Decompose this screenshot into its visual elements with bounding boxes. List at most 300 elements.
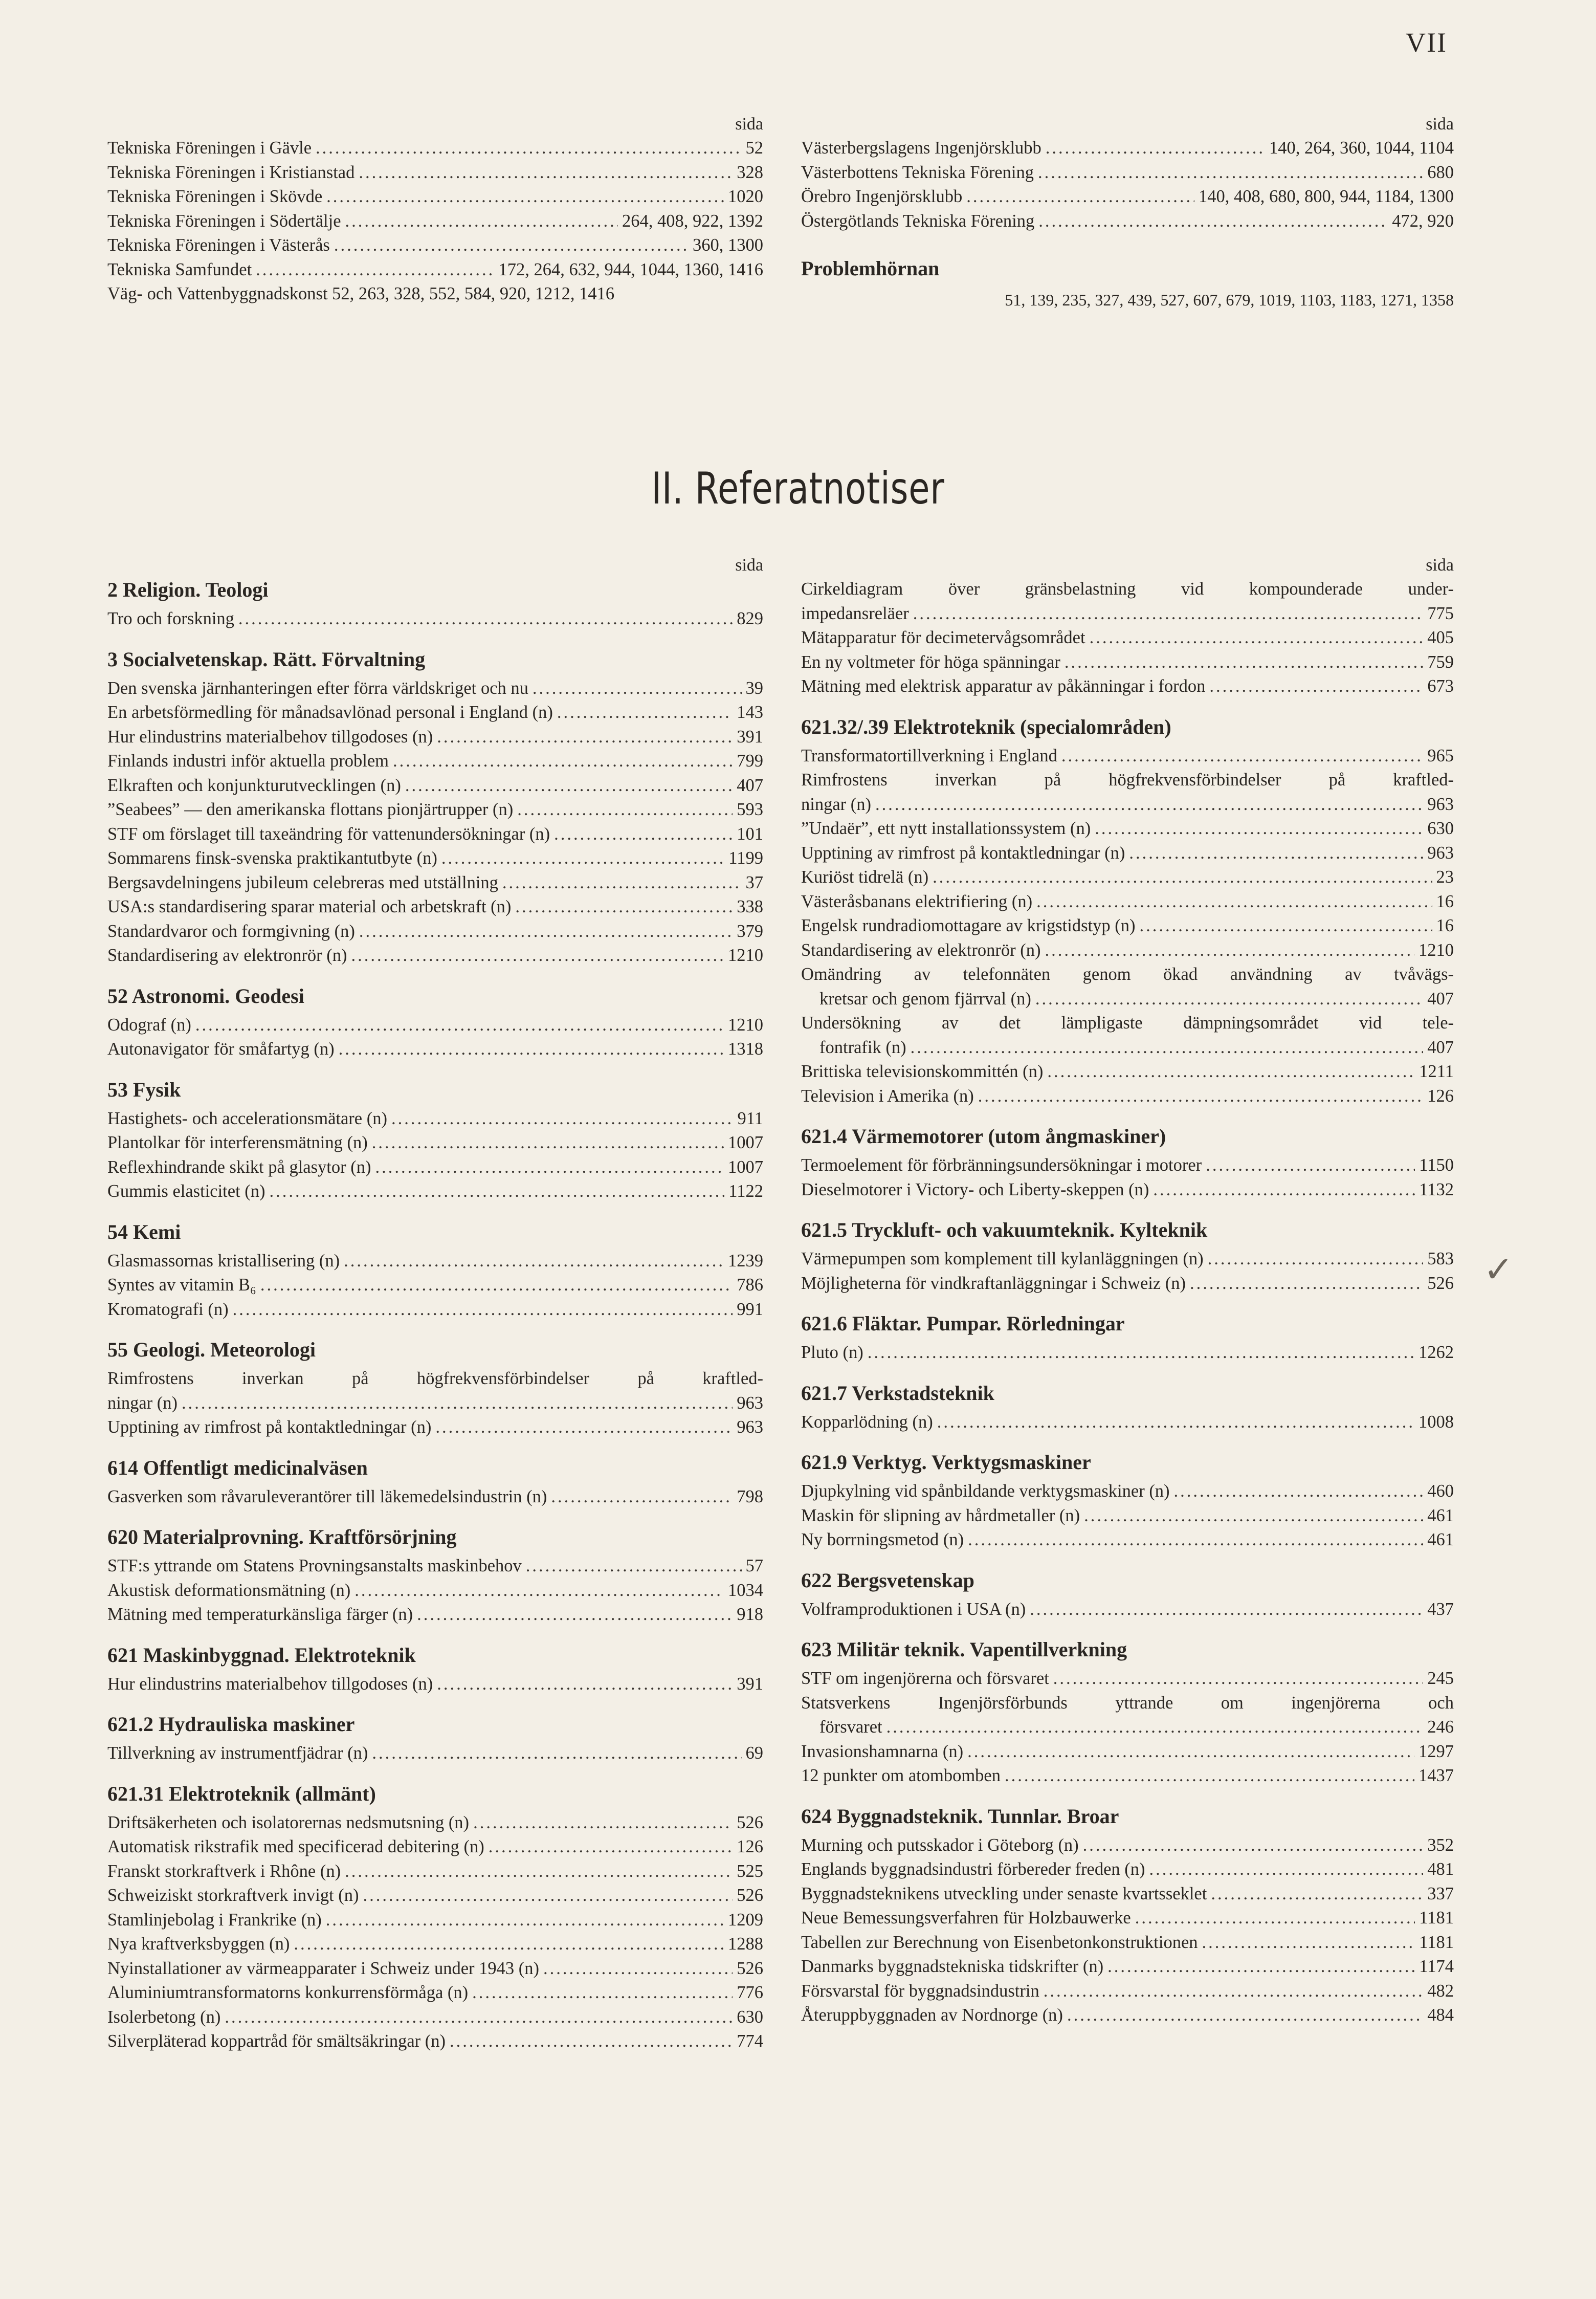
dot-leader	[1053, 1667, 1423, 1691]
page-ref: 52	[745, 138, 763, 158]
top-right-column	[801, 113, 1454, 312]
section-heading: 621.7 Verkstadsteknik	[801, 1381, 994, 1405]
page-ref: 786	[737, 1275, 763, 1295]
page-ref: 69	[745, 1743, 763, 1763]
index-entry	[801, 744, 1454, 769]
entry-title: Örebro Ingenjörsklubb	[801, 187, 963, 206]
entry-title: Reflexhindrande skikt på glasytor (n)	[107, 1157, 371, 1177]
index-entry	[107, 871, 763, 895]
index-entry	[107, 161, 763, 185]
page-ref: 1174	[1419, 1957, 1454, 1976]
page-ref: 143	[737, 703, 763, 722]
dot-leader	[391, 1107, 734, 1131]
dot-leader	[417, 1603, 733, 1627]
page-ref: 1181	[1419, 1908, 1454, 1928]
entry-title: Tro och forskning	[107, 609, 234, 628]
page-ref: 472, 920	[1392, 211, 1454, 231]
page-ref: 407	[737, 775, 763, 795]
index-entry	[801, 1479, 1454, 1504]
page-ref: 352	[1427, 1835, 1454, 1855]
dot-leader	[256, 258, 494, 282]
index-entry	[107, 2005, 763, 2030]
index-entry	[107, 895, 763, 919]
entry-title: Möjligheterna för vindkraftanläggningar i Schweiz (n)	[801, 1273, 1186, 1293]
entry-title: Glasmassornas kristallisering (n)	[107, 1251, 340, 1271]
dot-leader	[1174, 1479, 1424, 1504]
index-entry	[107, 1884, 763, 1908]
index-entry	[107, 1741, 763, 1766]
entry-title: ”Undaër”, ett nytt installationssystem (n)	[801, 819, 1091, 838]
page-ref: 172, 264, 632, 944, 1044, 1360, 1416	[498, 259, 763, 279]
entry-title: Västerbottens Tekniska Förening	[801, 162, 1034, 182]
dot-leader	[326, 1908, 724, 1933]
page-ref: 525	[737, 1861, 763, 1881]
index-entry	[107, 1485, 763, 1509]
dot-leader	[875, 793, 1423, 817]
dot-leader	[1038, 209, 1388, 234]
dot-leader	[1067, 2003, 1423, 2028]
dot-leader	[1084, 1504, 1423, 1528]
page-ref: 16	[1436, 891, 1454, 911]
index-entry	[107, 1037, 763, 1062]
section-heading: 622 Bergsvetenskap	[801, 1568, 974, 1592]
sida-label: sida	[735, 115, 763, 134]
entry-title: Franskt storkraftverk i Rhône (n)	[107, 1861, 341, 1881]
entry-title: Tabellen zur Berechnung von Eisenbetonkonstruktionen	[801, 1932, 1198, 1952]
dot-leader	[359, 161, 733, 185]
dot-leader	[372, 1741, 741, 1766]
entry-title: Danmarks byggnadstekniska tidskrifter (n)	[801, 1957, 1104, 1976]
entry-title: Termoelement för förbränningsundersökningar i motorer	[801, 1155, 1202, 1175]
page-ref: 338	[737, 897, 763, 916]
section-heading: 54 Kemi	[107, 1220, 181, 1243]
entry-title: ningar (n)	[801, 794, 871, 814]
index-entry	[801, 209, 1454, 234]
entry-title: kretsar och genom fjärrval (n)	[819, 989, 1031, 1009]
index-entry	[801, 650, 1454, 675]
section-title: II. Referatnotiser	[651, 463, 945, 514]
index-entry	[107, 1013, 763, 1038]
entry-title: Västeråsbanans elektrifiering (n)	[801, 891, 1033, 911]
index-entry	[801, 136, 1454, 161]
dot-leader	[225, 2005, 733, 2030]
dot-leader	[1208, 1247, 1424, 1272]
dot-leader	[911, 1036, 1424, 1060]
entry-line: Undersökning av det lämpligaste dämpningsområdet vid tele-	[801, 1013, 1454, 1033]
page-ref: 775	[1427, 603, 1454, 623]
dot-leader	[978, 1084, 1424, 1109]
section-heading: 621.2 Hydrauliska maskiner	[107, 1713, 355, 1736]
page-ref: 759	[1427, 652, 1454, 672]
page-ref: 245	[1427, 1669, 1454, 1688]
page-ref: 798	[737, 1486, 763, 1506]
index-entry	[107, 136, 763, 161]
dot-leader	[933, 865, 1432, 890]
entry-title: Elkraften och konjunkturutvecklingen (n)	[107, 775, 401, 795]
entry-title: Finlands industri inför aktuella problem	[107, 751, 389, 771]
main-right-column	[801, 554, 1454, 2028]
main-left-column	[107, 554, 763, 2054]
index-entry	[107, 1391, 763, 1416]
section-heading: 52 Astronomi. Geodesi	[107, 984, 304, 1008]
entry-title: Transformatortillverkning i England	[801, 746, 1057, 765]
index-entry	[801, 1178, 1454, 1202]
page-ref: 37	[745, 872, 763, 892]
page-ref: 680	[1427, 162, 1454, 182]
entry-title: Odograf (n)	[107, 1015, 191, 1035]
entry-title: Ny borrningsmetod (n)	[801, 1530, 964, 1549]
dot-leader	[913, 602, 1424, 626]
entry-title: Bergsavdelningens jubileum celebreras med utställning	[107, 872, 498, 892]
index-entry	[107, 1107, 763, 1131]
entry-title: Murning och putsskador i Göteborg (n)	[801, 1835, 1079, 1855]
entry-line: Cirkeldiagram över gränsbelastning vid kompounderade under-	[801, 579, 1454, 599]
index-entry	[801, 161, 1454, 185]
page-ref: 1210	[728, 1015, 763, 1035]
page-ref: 1239	[728, 1251, 763, 1271]
page-ref: 484	[1427, 2005, 1454, 2025]
entry-title: En ny voltmeter för höga spänningar	[801, 652, 1060, 672]
dot-leader	[1129, 841, 1423, 866]
dot-leader	[270, 1179, 725, 1204]
dot-leader	[359, 919, 733, 944]
entry-title: Schweiziskt storkraftverk invigt (n)	[107, 1886, 359, 1905]
entry-title: Västerbergslagens Ingenjörsklubb	[801, 138, 1041, 158]
entry-title: Mätning med temperaturkänsliga färger (n)	[107, 1605, 413, 1624]
entry-title: Tekniska Föreningen i Västerås	[107, 235, 330, 255]
page-ref: 526	[737, 1958, 763, 1978]
section-heading: 621.32/.39 Elektroteknik (specialområden)	[801, 715, 1171, 738]
index-entry	[107, 1415, 763, 1440]
index-entry	[107, 2029, 763, 2054]
page-ref: 101	[737, 824, 763, 844]
index-entry	[107, 607, 763, 631]
page-ref: 991	[737, 1299, 763, 1319]
page-ref: 360, 1300	[693, 235, 763, 255]
index-entry	[801, 1906, 1454, 1931]
section-heading: 53 Fysik	[107, 1078, 181, 1101]
page-ref: 16	[1436, 916, 1454, 935]
entry-line: Rimfrostens inverkan på högfrekvensförbindelser på kraftled-	[801, 770, 1454, 790]
page-ref: 126	[737, 1837, 763, 1856]
dot-leader	[473, 1811, 733, 1835]
index-entry	[107, 185, 763, 209]
dot-leader	[345, 209, 618, 234]
entry-title: Kromatografi (n)	[107, 1299, 229, 1319]
entry-title: En arbetsförmedling för månadsavlönad personal i England (n)	[107, 703, 553, 722]
dot-leader	[182, 1391, 733, 1416]
entry-title: Östergötlands Tekniska Förening	[801, 211, 1035, 231]
index-entry	[107, 749, 763, 774]
page-number: VII	[1406, 27, 1447, 58]
top-left-column	[107, 113, 763, 306]
page-ref: 1318	[728, 1039, 763, 1059]
page-ref: 829	[737, 609, 763, 628]
entry-title: Tekniska Föreningen i Kristianstad	[107, 162, 355, 182]
dot-leader	[868, 1341, 1414, 1365]
index-entry	[107, 774, 763, 798]
page-ref: 963	[737, 1417, 763, 1437]
entry-title: Tillverkning av instrumentfjädrar (n)	[107, 1743, 368, 1763]
page-ref: 391	[737, 727, 763, 747]
section-heading: 55 Geologi. Meteorologi	[107, 1338, 316, 1361]
page-ref: 481	[1427, 1859, 1454, 1879]
page-ref: 437	[1427, 1599, 1454, 1619]
entry-title: Djupkylning vid spånbildande verktygsmaskiner (n)	[801, 1481, 1170, 1501]
dot-leader	[1061, 744, 1423, 769]
page-ref: 1007	[728, 1133, 763, 1152]
entry-title: Driftsäkerheten och isolatorernas nedsmutsning (n)	[107, 1812, 470, 1832]
page-ref: 1007	[728, 1157, 763, 1177]
dot-leader	[1206, 1153, 1415, 1178]
page-ref: 526	[1427, 1273, 1454, 1293]
index-entry	[801, 1597, 1454, 1622]
index-entry	[801, 1931, 1454, 1955]
problem-body: 51, 139, 235, 327, 439, 527, 607, 679, 1019, 1103, 1183, 1271, 1358	[1005, 291, 1454, 309]
entry-title: Den svenska järnhanteringen efter förra världskriget och nu	[107, 678, 528, 698]
entry-title: Upptining av rimfrost på kontaktledningar (n)	[107, 1417, 432, 1437]
entry-title: Syntes av vitamin B₆	[107, 1275, 256, 1295]
section-heading: 621.6 Fläktar. Pumpar. Rörledningar	[801, 1312, 1125, 1335]
dot-leader	[543, 1957, 733, 1981]
page-ref: 1132	[1419, 1179, 1454, 1199]
page-ref: 1288	[728, 1934, 763, 1954]
page-ref: 140, 408, 680, 800, 944, 1184, 1300	[1199, 187, 1454, 206]
dot-leader	[316, 136, 741, 161]
entry-title: impedansreläer	[801, 603, 909, 623]
index-entry	[801, 1882, 1454, 1907]
page-ref: 1262	[1418, 1343, 1454, 1362]
entry-title: Gummis elasticitet (n)	[107, 1181, 265, 1201]
index-entry	[107, 1957, 763, 1981]
index-entry	[801, 914, 1454, 938]
dot-leader	[1030, 1597, 1423, 1622]
index-entry	[107, 233, 763, 258]
entry-title: ningar (n)	[107, 1393, 178, 1413]
dot-leader	[437, 1672, 733, 1697]
index-entry	[801, 1740, 1454, 1764]
dot-leader	[1139, 914, 1432, 938]
entry-title: Pluto (n)	[801, 1343, 863, 1362]
dot-leader	[968, 1528, 1423, 1552]
page-ref: 963	[737, 1393, 763, 1413]
entry-title: Nyinstallationer av värmeapparater i Schweiz under 1943 (n)	[107, 1958, 539, 1978]
index-entry	[107, 1273, 763, 1298]
index-entry	[801, 1715, 1454, 1740]
index-entry	[107, 1249, 763, 1274]
entry-title: Tekniska Samfundet	[107, 259, 252, 279]
index-entry	[107, 1298, 763, 1322]
index-entry	[107, 725, 763, 750]
page-ref: 1209	[728, 1910, 763, 1930]
entry-title: ”Seabees” — den amerikanska flottans pionjärtrupper (n)	[107, 800, 514, 819]
index-entry	[107, 1603, 763, 1627]
page-ref: 630	[737, 2007, 763, 2027]
entry-line: Väg- och Vattenbyggnadskonst 52, 263, 328, 552, 584, 920, 1212, 1416	[107, 284, 615, 303]
page-ref: 526	[737, 1886, 763, 1905]
index-entry	[801, 1857, 1454, 1882]
dot-leader	[372, 1131, 724, 1155]
index-entry	[801, 1084, 1454, 1109]
index-entry	[801, 793, 1454, 817]
dot-leader	[238, 607, 733, 631]
dot-leader	[363, 1884, 733, 1908]
page-ref: 328	[737, 162, 763, 182]
entry-title: Upptining av rimfrost på kontaktledningar (n)	[801, 843, 1125, 863]
sida-label: sida	[735, 556, 763, 575]
index-entry	[801, 841, 1454, 866]
page-ref: 630	[1427, 819, 1454, 838]
entry-title: Nya kraftverksbyggen (n)	[107, 1934, 290, 1954]
dot-leader	[1083, 1833, 1424, 1858]
entry-title: STF om ingenjörerna och försvaret	[801, 1669, 1049, 1688]
index-entry	[107, 1908, 763, 1933]
entry-title: Hastighets- och accelerationsmätare (n)	[107, 1108, 387, 1128]
entry-title: försvaret	[819, 1717, 882, 1737]
entry-title: Isolerbetong (n)	[107, 2007, 221, 2027]
entry-title: STF om förslaget till taxeändring för vattenundersökningar (n)	[107, 824, 550, 844]
dot-leader	[351, 944, 724, 968]
page-ref: 963	[1427, 794, 1454, 814]
index-entry	[801, 1060, 1454, 1084]
page-ref: 246	[1427, 1717, 1454, 1737]
top-left-entries	[107, 136, 763, 306]
entry-title: USA:s standardisering sparar material och arbetskraft (n)	[107, 897, 512, 916]
page-ref: 1210	[1418, 940, 1454, 960]
index-entry	[801, 1036, 1454, 1060]
index-entry	[801, 1955, 1454, 1979]
dot-leader	[339, 1037, 724, 1062]
page-ref: 918	[737, 1605, 763, 1624]
page-ref: 1020	[728, 187, 763, 206]
entry-title: Akustisk deformationsmätning (n)	[107, 1580, 351, 1600]
index-entry	[801, 1341, 1454, 1365]
dot-leader	[1211, 1882, 1423, 1907]
index-entry	[107, 944, 763, 968]
index-entry	[801, 626, 1454, 650]
section-heading: 614 Offentligt medicinalväsen	[107, 1456, 368, 1479]
entry-title: Mätapparatur för decimetervågsområdet	[801, 628, 1085, 647]
index-entry	[107, 1579, 763, 1603]
dot-leader	[1202, 1931, 1415, 1955]
index-entry	[801, 1528, 1454, 1552]
entry-title: Aluminiumtransformatorns konkurrensförmåga (n)	[107, 1983, 469, 2002]
page-ref: 1008	[1418, 1412, 1454, 1432]
page-ref: 407	[1427, 1037, 1454, 1057]
page-ref: 673	[1427, 676, 1454, 696]
section-heading: 621.9 Verktyg. Verktygsmaskiner	[801, 1451, 1091, 1474]
page-ref: 39	[745, 678, 763, 698]
section-heading: 624 Byggnadsteknik. Tunnlar. Broar	[801, 1804, 1119, 1828]
index-entry	[107, 798, 763, 822]
dot-leader	[1046, 136, 1265, 161]
dot-leader	[1090, 626, 1424, 650]
index-entry	[801, 1764, 1454, 1788]
entry-title: Tekniska Föreningen i Södertälje	[107, 211, 341, 231]
index-entry	[107, 1155, 763, 1180]
index-entry	[801, 1667, 1454, 1691]
index-entry	[107, 676, 763, 701]
page-ref: 1199	[728, 848, 763, 868]
dot-leader	[441, 846, 724, 871]
section-heading: 623 Militär teknik. Vapentillverkning	[801, 1638, 1127, 1661]
section-heading: 620 Materialprovning. Kraftförsörjning	[107, 1525, 457, 1548]
section-heading: 621.31 Elektroteknik (allmänt)	[107, 1782, 376, 1805]
index-entry	[801, 1272, 1454, 1296]
dot-leader	[1135, 1906, 1415, 1931]
page-ref: 593	[737, 800, 763, 819]
entry-title: Automatisk rikstrafik med specificerad debitering (n)	[107, 1837, 484, 1856]
entry-title: STF:s yttrande om Statens Provningsanstalts maskinbehov	[107, 1556, 522, 1575]
entry-title: Byggnadsteknikens utveckling under senaste kvartsseklet	[801, 1884, 1207, 1903]
dot-leader	[526, 1554, 742, 1579]
index-entry	[801, 2003, 1454, 2028]
dot-leader	[260, 1273, 733, 1298]
index-entry	[801, 890, 1454, 914]
section-heading: 621 Maskinbyggnad. Elektroteknik	[107, 1643, 416, 1667]
index-entry	[107, 846, 763, 871]
page-ref: 379	[737, 921, 763, 941]
page-ref: 391	[737, 1674, 763, 1694]
dot-leader	[354, 1579, 724, 1603]
dot-leader	[1149, 1857, 1424, 1882]
section-heading: 2 Religion. Teologi	[107, 578, 269, 601]
entry-title: Standardisering av elektronrör (n)	[107, 946, 347, 965]
page-ref: 337	[1427, 1884, 1454, 1903]
page-ref: 1122	[728, 1181, 763, 1201]
pencil-mark: ✓	[1483, 1251, 1514, 1290]
dot-leader	[554, 822, 733, 847]
page-ref: 963	[1427, 843, 1454, 863]
dot-leader	[1065, 650, 1423, 675]
entry-title: Brittiska televisionskommittén (n)	[801, 1062, 1044, 1081]
dot-leader	[435, 1415, 733, 1440]
page-ref: 482	[1427, 1981, 1454, 2001]
index-entry	[801, 1247, 1454, 1272]
index-entry	[801, 1833, 1454, 1858]
dot-leader	[557, 700, 733, 725]
page-ref: 461	[1427, 1505, 1454, 1525]
dot-leader	[937, 1410, 1414, 1435]
entry-title: Maskin för slipning av hårdmetaller (n)	[801, 1505, 1080, 1525]
page-ref: 1150	[1419, 1155, 1454, 1175]
entry-title: Återuppbyggnaden av Nordnorge (n)	[801, 2005, 1063, 2025]
dot-leader	[1044, 1979, 1424, 2004]
entry-title: Värmepumpen som komplement till kylanläggningen (n)	[801, 1249, 1204, 1268]
entry-title: Volframproduktionen i USA (n)	[801, 1599, 1026, 1619]
dot-leader	[966, 185, 1194, 209]
index-entry	[107, 1179, 763, 1204]
section-heading: 621.4 Värmemotorer (utom ångmaskiner)	[801, 1125, 1166, 1148]
index-entry	[107, 1932, 763, 1957]
index-entry	[107, 822, 763, 847]
page-ref: 126	[1427, 1086, 1454, 1106]
index-entry	[107, 919, 763, 944]
dot-leader	[551, 1485, 733, 1509]
index-entry	[801, 602, 1454, 626]
index-entry	[107, 1859, 763, 1884]
sida-label: sida	[1426, 115, 1454, 134]
index-entry	[107, 1672, 763, 1697]
dot-leader	[886, 1715, 1424, 1740]
dot-leader	[195, 1013, 724, 1038]
entry-title: Hur elindustrins materialbehov tillgodoses (n)	[107, 1674, 433, 1694]
dot-leader	[344, 1249, 724, 1274]
dot-leader	[515, 895, 733, 919]
index-entry	[107, 258, 763, 282]
index-entry	[107, 1554, 763, 1579]
index-entry	[107, 1811, 763, 1835]
